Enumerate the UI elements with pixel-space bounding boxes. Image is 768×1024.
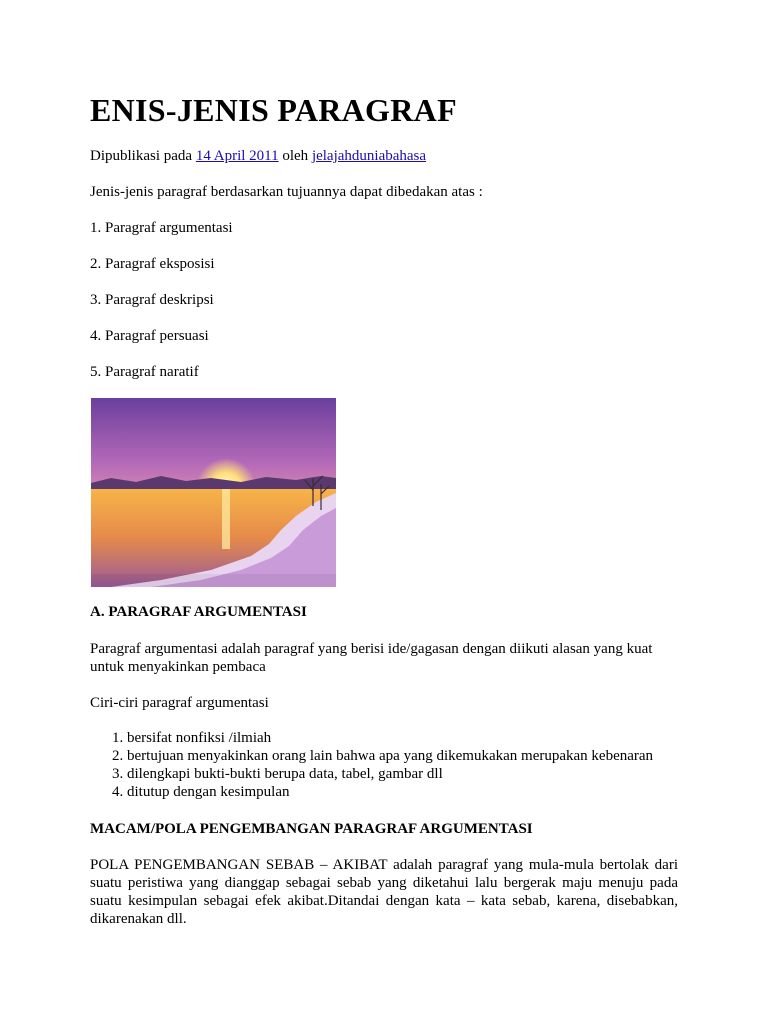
list-text: bertujuan menyakinkan orang lain bahwa apa yang dikemukakan merupakan kebenaran: [127, 748, 654, 764]
list-text: bersifat nonfiksi /ilmiah: [127, 730, 272, 746]
section-macam-heading: MACAM/POLA PENGEMBANGAN PARAGRAF ARGUMENTASI: [90, 821, 533, 837]
type-item-5: 5. Paragraf naratif: [90, 364, 199, 380]
type-item-2: 2. Paragraf eksposisi: [90, 256, 215, 272]
page-title: ENIS-JENIS PARAGRAF: [90, 92, 457, 128]
author-link[interactable]: jelajahduniabahasa: [311, 148, 427, 164]
type-item-3: 3. Paragraf deskripsi: [90, 292, 214, 308]
list-number: 2.: [112, 748, 124, 764]
section-a-heading: A. PARAGRAF ARGUMENTASI: [90, 604, 307, 620]
list-item: [90, 729, 653, 747]
list-text: dilengkapi bukti-bukti berupa data, tabel, gambar dll: [127, 766, 443, 782]
list-number: 1.: [112, 730, 124, 746]
list-number: 3.: [112, 766, 124, 782]
list-item: [90, 783, 653, 801]
type-item-4: 4. Paragraf persuasi: [90, 328, 209, 344]
list-text: ditutup dengan kesimpulan: [127, 784, 290, 800]
meta-middle: oleh: [278, 148, 312, 164]
list-number: 4.: [112, 784, 124, 800]
section-macam-paragraph: POLA PENGEMBANGAN SEBAB – AKIBAT adalah paragraf yang mula-mula bertolak dari suatu peristiwa yang dianggap sebagai sebab yang diketahui lalu bergerak maju menuju pada suatu kesimpulan sebagai efek akibat.Ditandai dengan kata – kata sebab, karena, disebabkan, dikarenakan dll.: [90, 857, 678, 927]
section-a-definition: Paragraf argumentasi adalah paragraf yang berisi ide/gagasan dengan diikuti alasan yang kuat untuk menyakinkan pembaca: [90, 641, 653, 675]
intro-text: Jenis-jenis paragraf berdasarkan tujuannya dapat dibedakan atas :: [90, 184, 483, 200]
list-item: [90, 765, 653, 783]
ciri-list: [90, 729, 653, 801]
type-item-1: 1. Paragraf argumentasi: [90, 220, 233, 236]
list-item: [90, 747, 653, 765]
meta-prefix: Dipublikasi pada: [90, 148, 196, 164]
publish-meta: [90, 147, 426, 165]
date-link[interactable]: 14 April 2011: [195, 148, 279, 164]
ciri-title: Ciri-ciri paragraf argumentasi: [90, 695, 269, 711]
sunset-lake-image: [91, 398, 336, 587]
